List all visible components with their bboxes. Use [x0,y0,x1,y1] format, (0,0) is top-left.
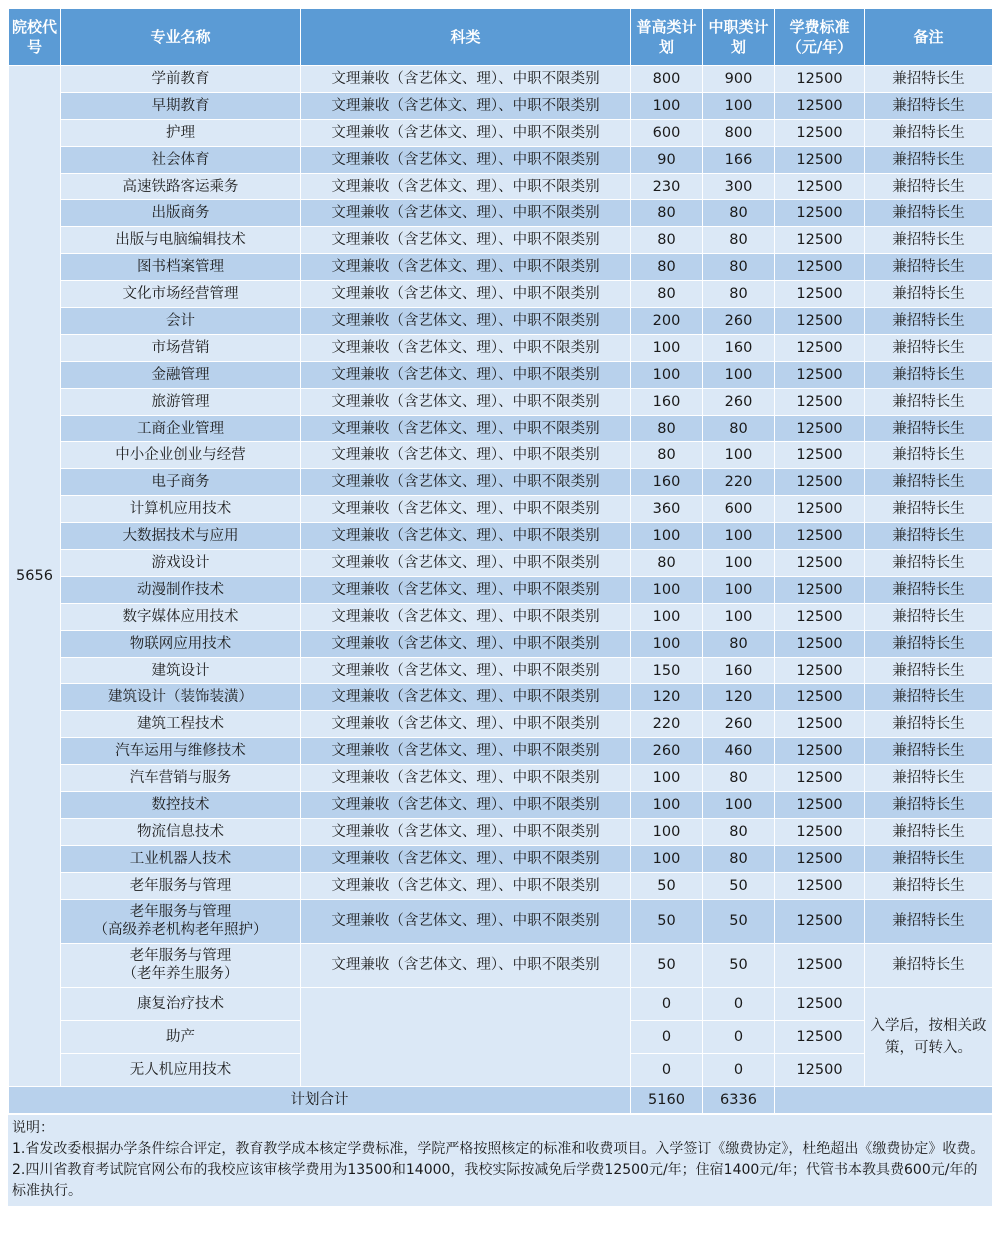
remark-cell: 兼招特长生 [865,603,993,630]
vocational-plan-cell: 100 [703,361,775,388]
table-row [9,308,993,335]
tuition-cell: 12500 [775,281,865,308]
remark-cell: 兼招特长生 [865,630,993,657]
general-plan-cell: 80 [631,442,703,469]
total-label: 计划合计 [9,1086,631,1113]
major-cell: 学前教育 [61,66,301,93]
table-row [9,281,993,308]
header-school-code: 院校代号 [9,9,61,66]
vocational-plan-cell: 80 [703,818,775,845]
tuition-cell: 12500 [775,657,865,684]
tuition-cell: 12500 [775,119,865,146]
general-plan-cell: 100 [631,792,703,819]
category-cell: 文理兼收（含艺体文、理）、中职不限类别 [301,227,631,254]
table-row [9,576,993,603]
remark-cell: 兼招特长生 [865,227,993,254]
general-plan-cell: 100 [631,92,703,119]
general-plan-cell: 80 [631,281,703,308]
major-cell: 数字媒体应用技术 [61,603,301,630]
major-cell: 图书档案管理 [61,254,301,281]
vocational-plan-cell: 800 [703,119,775,146]
remark-cell: 兼招特长生 [865,119,993,146]
vocational-plan-cell: 80 [703,281,775,308]
category-cell: 文理兼收（含艺体文、理）、中职不限类别 [301,523,631,550]
vocational-plan-cell: 80 [703,200,775,227]
category-cell: 文理兼收（含艺体文、理）、中职不限类别 [301,334,631,361]
tuition-cell: 12500 [775,334,865,361]
header-category: 科类 [301,9,631,66]
tuition-cell: 12500 [775,845,865,872]
remark-cell: 兼招特长生 [865,523,993,550]
remark-cell: 兼招特长生 [865,92,993,119]
general-plan-cell: 100 [631,630,703,657]
vocational-plan-cell: 80 [703,845,775,872]
major-cell: 物联网应用技术 [61,630,301,657]
vocational-plan-cell: 80 [703,630,775,657]
category-cell: 文理兼收（含艺体文、理）、中职不限类别 [301,684,631,711]
category-cell: 文理兼收（含艺体文、理）、中职不限类别 [301,415,631,442]
table-body [9,66,993,1114]
category-cell: 文理兼收（含艺体文、理）、中职不限类别 [301,899,631,943]
category-cell: 文理兼收（含艺体文、理）、中职不限类别 [301,66,631,93]
vocational-plan-cell: 600 [703,496,775,523]
tuition-cell: 12500 [775,576,865,603]
vocational-plan-cell: 100 [703,792,775,819]
tuition-cell: 12500 [775,66,865,93]
table-row [9,765,993,792]
major-cell [61,899,301,943]
tuition-cell: 12500 [775,872,865,899]
tuition-cell: 12500 [775,361,865,388]
table-row [9,603,993,630]
vocational-plan-cell: 80 [703,415,775,442]
category-cell: 文理兼收（含艺体文、理）、中职不限类别 [301,254,631,281]
remark-cell: 兼招特长生 [865,361,993,388]
vocational-plan-cell: 900 [703,66,775,93]
general-plan-cell: 160 [631,388,703,415]
category-cell: 文理兼收（含艺体文、理）、中职不限类别 [301,576,631,603]
category-cell: 文理兼收（含艺体文、理）、中职不限类别 [301,630,631,657]
vocational-plan-cell: 50 [703,943,775,987]
category-cell: 文理兼收（含艺体文、理）、中职不限类别 [301,281,631,308]
major-cell: 无人机应用技术 [61,1053,301,1086]
major-line-1: 老年服务与管理 [129,904,232,921]
tuition-cell: 12500 [775,550,865,577]
category-cell: 文理兼收（含艺体文、理）、中职不限类别 [301,92,631,119]
remark-cell: 入学后，按相关政策，可转入。 [865,987,993,1086]
general-plan-cell: 200 [631,308,703,335]
table-row [9,173,993,200]
major-cell: 汽车运用与维修技术 [61,738,301,765]
category-cell: 文理兼收（含艺体文、理）、中职不限类别 [301,765,631,792]
vocational-plan-cell: 100 [703,92,775,119]
vocational-plan-cell: 100 [703,442,775,469]
remark-cell: 兼招特长生 [865,334,993,361]
notes-title: 说明： [12,1119,54,1136]
remark-cell: 兼招特长生 [865,146,993,173]
general-plan-cell: 90 [631,146,703,173]
tuition-cell: 12500 [775,943,865,987]
major-cell: 大数据技术与应用 [61,523,301,550]
table-row [9,550,993,577]
tuition-cell: 12500 [775,738,865,765]
vocational-plan-cell: 160 [703,334,775,361]
category-cell: 文理兼收（含艺体文、理）、中职不限类别 [301,496,631,523]
vocational-plan-cell: 50 [703,899,775,943]
tuition-cell: 12500 [775,630,865,657]
major-cell [61,943,301,987]
vocational-plan-cell: 160 [703,657,775,684]
vocational-plan-cell: 50 [703,872,775,899]
table-row [9,899,993,943]
table-row [9,415,993,442]
general-plan-cell: 100 [631,818,703,845]
general-plan-cell: 600 [631,119,703,146]
tuition-cell: 12500 [775,227,865,254]
category-cell: 文理兼收（含艺体文、理）、中职不限类别 [301,469,631,496]
header-remark: 备注 [865,9,993,66]
category-cell: 文理兼收（含艺体文、理）、中职不限类别 [301,119,631,146]
remark-cell: 兼招特长生 [865,818,993,845]
major-cell: 早期教育 [61,92,301,119]
remark-cell: 兼招特长生 [865,657,993,684]
remark-cell: 兼招特长生 [865,550,993,577]
header-row [9,9,993,66]
tuition-cell: 12500 [775,442,865,469]
major-cell: 社会体育 [61,146,301,173]
general-plan-cell: 150 [631,657,703,684]
table-row [9,987,993,1020]
vocational-plan-cell: 100 [703,603,775,630]
remark-cell: 兼招特长生 [865,254,993,281]
tuition-cell: 12500 [775,469,865,496]
major-cell: 工业机器人技术 [61,845,301,872]
remark-cell: 兼招特长生 [865,442,993,469]
table-row [9,361,993,388]
enrollment-plan-table [8,8,993,1114]
major-cell: 护理 [61,119,301,146]
table-row [9,738,993,765]
vocational-plan-cell: 80 [703,765,775,792]
remark-cell: 兼招特长生 [865,899,993,943]
general-plan-cell: 100 [631,334,703,361]
major-cell: 金融管理 [61,361,301,388]
tuition-cell: 12500 [775,308,865,335]
tuition-cell: 12500 [775,173,865,200]
major-cell: 建筑工程技术 [61,711,301,738]
total-general-plan: 5160 [631,1086,703,1113]
remark-cell: 兼招特长生 [865,200,993,227]
category-cell: 文理兼收（含艺体文、理）、中职不限类别 [301,711,631,738]
general-plan-cell: 100 [631,765,703,792]
general-plan-cell: 50 [631,899,703,943]
tuition-cell: 12500 [775,200,865,227]
table-row [9,334,993,361]
table-row [9,200,993,227]
remark-cell: 兼招特长生 [865,792,993,819]
tuition-cell: 12500 [775,415,865,442]
general-plan-cell: 120 [631,684,703,711]
vocational-plan-cell: 120 [703,684,775,711]
vocational-plan-cell: 100 [703,523,775,550]
table-row [9,943,993,987]
tuition-cell: 12500 [775,146,865,173]
general-plan-cell: 80 [631,227,703,254]
vocational-plan-cell: 260 [703,308,775,335]
header-vocational-plan: 中职类计划 [703,9,775,66]
tuition-cell: 12500 [775,496,865,523]
major-cell: 物流信息技术 [61,818,301,845]
major-cell: 动漫制作技术 [61,576,301,603]
vocational-plan-cell: 100 [703,550,775,577]
table-row [9,66,993,93]
school-code-cell: 5656 [9,66,61,1087]
tuition-cell: 12500 [775,1020,865,1053]
general-plan-cell: 0 [631,987,703,1020]
table-row [9,845,993,872]
category-cell: 文理兼收（含艺体文、理）、中职不限类别 [301,361,631,388]
remark-cell: 兼招特长生 [865,765,993,792]
general-plan-cell: 100 [631,523,703,550]
category-cell: 文理兼收（含艺体文、理）、中职不限类别 [301,146,631,173]
remark-cell: 兼招特长生 [865,576,993,603]
category-cell: 文理兼收（含艺体文、理）、中职不限类别 [301,442,631,469]
category-cell: 文理兼收（含艺体文、理）、中职不限类别 [301,388,631,415]
table-row [9,711,993,738]
general-plan-cell: 100 [631,603,703,630]
category-cell: 文理兼收（含艺体文、理）、中职不限类别 [301,872,631,899]
major-cell: 市场营销 [61,334,301,361]
remark-cell: 兼招特长生 [865,496,993,523]
major-cell: 助产 [61,1020,301,1053]
remark-cell: 兼招特长生 [865,943,993,987]
notes-box [8,1115,992,1206]
general-plan-cell: 100 [631,361,703,388]
category-cell: 文理兼收（含艺体文、理）、中职不限类别 [301,792,631,819]
general-plan-cell: 0 [631,1020,703,1053]
general-plan-cell: 800 [631,66,703,93]
header-tuition: 学费标准（元/年） [775,9,865,66]
tuition-cell: 12500 [775,818,865,845]
tuition-cell: 12500 [775,711,865,738]
tuition-cell: 12500 [775,388,865,415]
table-row [9,630,993,657]
remark-cell: 兼招特长生 [865,388,993,415]
remark-cell: 兼招特长生 [865,173,993,200]
vocational-plan-cell: 460 [703,738,775,765]
table-row [9,657,993,684]
vocational-plan-cell: 0 [703,1053,775,1086]
general-plan-cell: 50 [631,872,703,899]
tuition-cell: 12500 [775,603,865,630]
general-plan-cell: 360 [631,496,703,523]
remark-cell: 兼招特长生 [865,281,993,308]
major-line-2: （高级养老机构老年照护） [93,922,268,939]
notes-line-1: 1.省发改委根据办学条件综合评定，教育教学成本核定学费标准，学院严格按照核定的标准和收费项目。入学签订《缴费协定》，杜绝超出《缴费协定》收费。 [12,1140,985,1157]
major-cell: 出版商务 [61,200,301,227]
major-cell: 中小企业创业与经营 [61,442,301,469]
header-major: 专业名称 [61,9,301,66]
remark-cell: 兼招特长生 [865,684,993,711]
general-plan-cell: 0 [631,1053,703,1086]
category-cell: 文理兼收（含艺体文、理）、中职不限类别 [301,200,631,227]
remark-cell: 兼招特长生 [865,469,993,496]
header-general-plan: 普高类计划 [631,9,703,66]
major-cell: 建筑设计 [61,657,301,684]
major-cell: 建筑设计（装饰装潢） [61,684,301,711]
notes-line-2: 2.四川省教育考试院官网公布的我校应该审核学费用为13500和14000，我校实际按减免后学费12500元/年；住宿1400元/年；代管书本教具费600元/年的标准执行。 [12,1161,978,1199]
general-plan-cell: 50 [631,943,703,987]
major-line-2: （老年养生服务） [122,966,239,983]
remark-cell: 兼招特长生 [865,415,993,442]
table-row [9,227,993,254]
total-row [9,1086,993,1113]
major-cell: 游戏设计 [61,550,301,577]
major-cell: 电子商务 [61,469,301,496]
enrollment-plan [8,8,992,1206]
vocational-plan-cell: 166 [703,146,775,173]
major-cell: 会计 [61,308,301,335]
table-row [9,496,993,523]
general-plan-cell: 80 [631,415,703,442]
vocational-plan-cell: 260 [703,711,775,738]
category-cell: 文理兼收（含艺体文、理）、中职不限类别 [301,308,631,335]
tuition-cell: 12500 [775,765,865,792]
tuition-cell: 12500 [775,684,865,711]
remark-cell: 兼招特长生 [865,66,993,93]
general-plan-cell: 160 [631,469,703,496]
general-plan-cell: 80 [631,254,703,281]
major-cell: 计算机应用技术 [61,496,301,523]
category-cell: 文理兼收（含艺体文、理）、中职不限类别 [301,845,631,872]
table-row [9,146,993,173]
remark-cell: 兼招特长生 [865,872,993,899]
remark-cell: 兼招特长生 [865,711,993,738]
major-cell: 汽车营销与服务 [61,765,301,792]
category-cell: 文理兼收（含艺体文、理）、中职不限类别 [301,738,631,765]
category-cell: 文理兼收（含艺体文、理）、中职不限类别 [301,943,631,987]
table-row [9,442,993,469]
general-plan-cell: 230 [631,173,703,200]
major-cell: 高速铁路客运乘务 [61,173,301,200]
tuition-cell: 12500 [775,1053,865,1086]
remark-cell: 兼招特长生 [865,845,993,872]
table-row [9,92,993,119]
vocational-plan-cell: 260 [703,388,775,415]
table-row [9,818,993,845]
vocational-plan-cell: 0 [703,987,775,1020]
category-cell: 文理兼收（含艺体文、理）、中职不限类别 [301,657,631,684]
general-plan-cell: 260 [631,738,703,765]
total-blank [775,1086,993,1113]
major-cell: 数控技术 [61,792,301,819]
tuition-cell: 12500 [775,92,865,119]
vocational-plan-cell: 220 [703,469,775,496]
table-row [9,523,993,550]
table-row [9,792,993,819]
major-cell: 老年服务与管理 [61,872,301,899]
table-row [9,684,993,711]
category-cell: 文理兼收（含艺体文、理）、中职不限类别 [301,173,631,200]
vocational-plan-cell: 80 [703,227,775,254]
tuition-cell: 12500 [775,523,865,550]
category-cell [301,987,631,1086]
tuition-cell: 12500 [775,792,865,819]
table-row [9,388,993,415]
table-row [9,254,993,281]
general-plan-cell: 80 [631,200,703,227]
tuition-cell: 12500 [775,254,865,281]
general-plan-cell: 80 [631,550,703,577]
table-row [9,119,993,146]
remark-cell: 兼招特长生 [865,738,993,765]
table-row [9,469,993,496]
major-cell: 康复治疗技术 [61,987,301,1020]
major-cell: 出版与电脑编辑技术 [61,227,301,254]
category-cell: 文理兼收（含艺体文、理）、中职不限类别 [301,603,631,630]
category-cell: 文理兼收（含艺体文、理）、中职不限类别 [301,550,631,577]
vocational-plan-cell: 0 [703,1020,775,1053]
total-vocational-plan: 6336 [703,1086,775,1113]
category-cell: 文理兼收（含艺体文、理）、中职不限类别 [301,818,631,845]
vocational-plan-cell: 80 [703,254,775,281]
remark-cell: 兼招特长生 [865,308,993,335]
table-row [9,872,993,899]
tuition-cell: 12500 [775,899,865,943]
major-cell: 文化市场经营管理 [61,281,301,308]
vocational-plan-cell: 300 [703,173,775,200]
major-cell: 旅游管理 [61,388,301,415]
major-cell: 工商企业管理 [61,415,301,442]
general-plan-cell: 100 [631,576,703,603]
major-line-1: 老年服务与管理 [129,948,232,965]
tuition-cell: 12500 [775,987,865,1020]
vocational-plan-cell: 100 [703,576,775,603]
general-plan-cell: 220 [631,711,703,738]
general-plan-cell: 100 [631,845,703,872]
